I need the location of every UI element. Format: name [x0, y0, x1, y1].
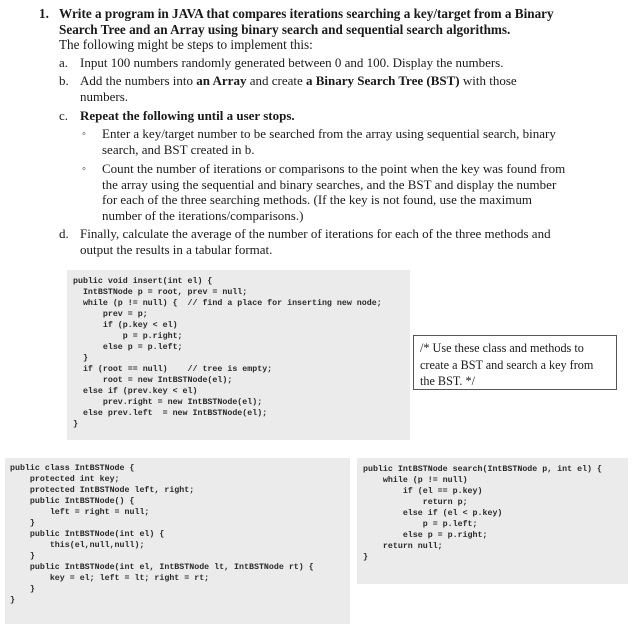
code-insert-method — [67, 270, 410, 440]
note-line-1: /* Use these class and methods to — [420, 341, 584, 355]
step-c-letter: c. — [59, 108, 69, 123]
step-b-text — [80, 73, 620, 104]
bullet-1-icon: ◦ — [82, 128, 86, 140]
question-title-line-1: Write a program in JAVA that compares iterations searching a key/target from a Binary — [59, 6, 554, 21]
step-c-bullet-2-line-1: Count the number of iterations or comparisons to the point when the key was found from — [102, 161, 566, 176]
question-number: 1. — [39, 6, 49, 21]
step-b-bold-array: an Array — [196, 73, 247, 88]
step-c-bullet-2-line-4: number of the iterations/comparisons.) — [102, 207, 304, 223]
note-line-3: the BST. */ — [420, 374, 475, 388]
step-c-bullet-2-line-3: for each of the three searching methods. (If the key is not found, use the maximum — [102, 192, 532, 207]
step-b-text-2: and create — [246, 73, 307, 88]
step-b-bold-bst: a Binary Search Tree (BST) — [306, 73, 460, 88]
step-b-line-2: numbers. — [80, 88, 129, 104]
code-search-text: public IntBSTNode search(IntBSTNode p, int el) { while (p != null) if (el == p.key) return p; else if (el < p.key) p = p.left; else p = p.right; return null; } — [363, 465, 602, 562]
step-a-letter: a. — [59, 55, 69, 70]
step-c-bullet-1-line-1: Enter a key/target number to be searched from the array using sequential search, binary — [102, 126, 556, 141]
question-intro: The following might be steps to implement this: — [59, 37, 313, 52]
step-b-text-3: with those — [459, 73, 517, 88]
step-c-bullet-2 — [102, 161, 622, 223]
code-insert-text: public void insert(int el) { IntBSTNode p = root, prev = null; while (p != null) { // find a place for inserting new node; prev = p; if (p.key < el) p = p.right; else p = p.left; } if (root == null) // tree is empty; root = new IntBSTNode(el); else if (prev.key < el) prev.right = new IntBSTNode(el); else prev.left = new IntBSTNode(el); } — [73, 277, 382, 429]
step-d-letter: d. — [59, 226, 69, 241]
code-class-text: public class IntBSTNode { protected int key; protected IntBSTNode left, right; public IntBSTNode() { left = right = null; } public IntBSTNode(int el) { this(el,null,null); } public IntBSTNode(int el, IntBSTNode lt, IntBSTNode rt) { key = el; left = lt; right = rt; } } — [10, 464, 314, 605]
step-b-letter: b. — [59, 73, 69, 88]
note-box — [413, 335, 617, 390]
note-line-2: create a BST and search a key from — [420, 357, 594, 372]
code-class-intbstnode — [5, 458, 350, 624]
step-c-bullet-1-line-2: search, and BST created in b. — [102, 141, 255, 157]
question-title-line-2: Search Tree and an Array using binary search and sequential search algorithms. — [59, 21, 511, 37]
step-c-heading: Repeat the following until a user stops. — [80, 108, 295, 123]
bullet-2-icon: ◦ — [82, 163, 86, 175]
code-search-method — [357, 458, 628, 584]
question-title — [59, 6, 619, 37]
step-d-text — [80, 226, 620, 257]
step-c-bullet-1 — [102, 126, 622, 157]
step-d-line-1: Finally, calculate the average of the number of iterations for each of the three methods and — [80, 226, 551, 241]
step-c-bullet-2-line-2: the array using the sequential and binary searches, and the BST and display the number — [102, 176, 557, 192]
step-b-text-1: Add the numbers into — [80, 73, 197, 88]
step-d-line-2: output the results in a tabular format. — [80, 241, 273, 257]
step-a-text: Input 100 numbers randomly generated between 0 and 100. Display the numbers. — [80, 55, 504, 70]
